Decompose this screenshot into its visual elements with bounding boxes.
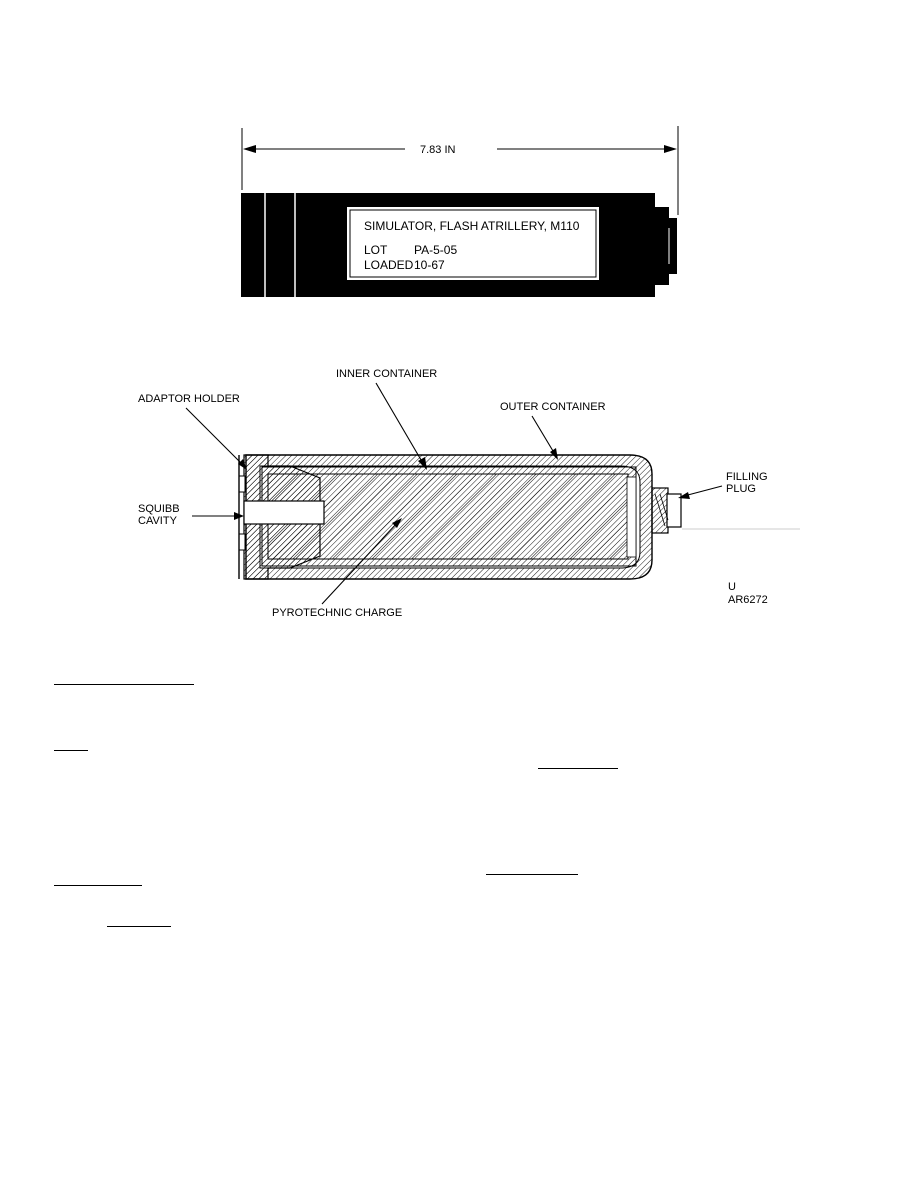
dimension-text: 7.83 IN: [420, 144, 456, 156]
figure-reference: [728, 581, 768, 606]
squibb-label-line1: SQUIBB: [138, 503, 180, 515]
text-underline: [54, 750, 88, 751]
label-title: SIMULATOR, FLASH ATRILLERY, M110: [364, 219, 580, 233]
outer-container-label: OUTER CONTAINER: [500, 401, 606, 413]
label-lot-key: LOT: [364, 243, 388, 257]
label-lot-value: PA-5-05: [414, 243, 458, 257]
ref-line1: U: [728, 581, 736, 593]
inner-container-label: INNER CONTAINER: [336, 368, 438, 380]
adaptor-holder-label: ADAPTOR HOLDER: [138, 393, 240, 405]
text-underline: [538, 768, 618, 769]
callout-squibb-cavity: [138, 503, 244, 527]
text-underline: [107, 926, 171, 927]
label-loaded-key: LOADED: [364, 258, 414, 272]
text-underline: [54, 885, 142, 886]
squibb-label-line2: CAVITY: [138, 515, 177, 527]
pyrotechnic-label: PYROTECHNIC CHARGE: [272, 607, 403, 619]
ref-line2: AR6272: [728, 594, 768, 606]
text-underline: [54, 684, 194, 685]
cross-section: [239, 455, 800, 579]
label-loaded-value: 10-67: [414, 258, 445, 272]
text-underline: [486, 874, 578, 875]
simulator-exterior: [241, 193, 677, 297]
callout-filling-plug: [678, 471, 768, 499]
filling-label-line1: FILLING: [726, 471, 768, 483]
filling-label-line2: PLUG: [726, 483, 756, 495]
callout-adaptor-holder: [138, 393, 247, 470]
callout-outer-container: [500, 401, 606, 460]
